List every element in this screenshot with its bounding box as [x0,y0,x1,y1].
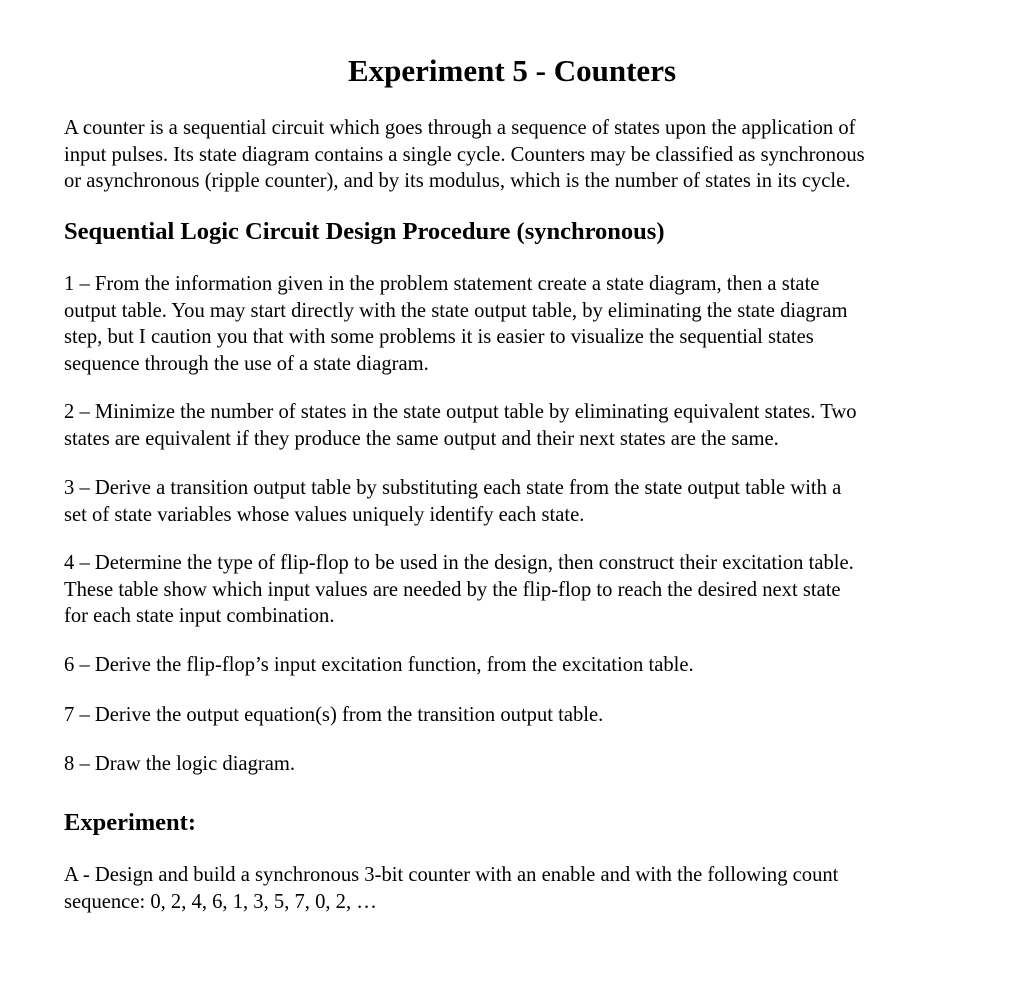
step-8-paragraph [64,751,964,778]
step-line: 8 – Draw the logic diagram. [64,753,296,775]
step-line: sequence through the use of a state diagram. [64,352,429,375]
step-3-paragraph [64,475,964,528]
experiment-line: A - Design and build a synchronous 3-bit counter with an enable and with the following count [64,864,839,886]
document-title: Experiment 5 - Counters [347,53,677,88]
step-line: 3 – Derive a transition output table by substituting each state from the state output table with a [64,477,842,499]
intro-line: A counter is a sequential circuit which goes through a sequence of states upon the application of [64,117,856,139]
step-line: 2 – Minimize the number of states in the state output table by eliminating equivalent states. Two [64,401,857,423]
intro-paragraph [64,115,964,195]
procedure-heading: Sequential Logic Circuit Design Procedure (synchronous) [64,218,665,245]
experiment-line: sequence: 0, 2, 4, 6, 1, 3, 5, 7, 0, 2, … [64,890,377,913]
step-line: output table. You may start directly with the state output table, by eliminating the state diagram [64,299,848,322]
step-2-paragraph [64,399,964,452]
step-line: states are equivalent if they produce the same output and their next states are the same. [64,427,779,450]
step-4-paragraph [64,550,964,630]
step-line: 7 – Derive the output equation(s) from the transition output table. [64,704,604,726]
intro-line: or asynchronous (ripple counter), and by its modulus, which is the number of states in its cycle. [64,170,851,192]
step-1-paragraph [64,271,964,377]
step-line: for each state input combination. [64,605,335,627]
step-line: 1 – From the information given in the problem statement create a state diagram, then a state [64,273,820,295]
step-6-paragraph [64,652,964,679]
step-7-paragraph [64,702,964,729]
step-line: 4 – Determine the type of flip-flop to be used in the design, then construct their excitation table. [64,552,854,574]
experiment-paragraph [64,862,964,915]
intro-line: input pulses. Its state diagram contains a single cycle. Counters may be classified as synchronous [64,143,865,166]
experiment-heading: Experiment: [64,809,196,836]
step-line: step, but I caution you that with some problems it is easier to visualize the sequential states [64,326,814,348]
step-line: set of state variables whose values uniquely identify each state. [64,503,585,526]
step-line: 6 – Derive the flip-flop’s input excitation function, from the excitation table. [64,654,694,676]
step-line: These table show which input values are needed by the flip-flop to reach the desired next state [64,578,841,601]
